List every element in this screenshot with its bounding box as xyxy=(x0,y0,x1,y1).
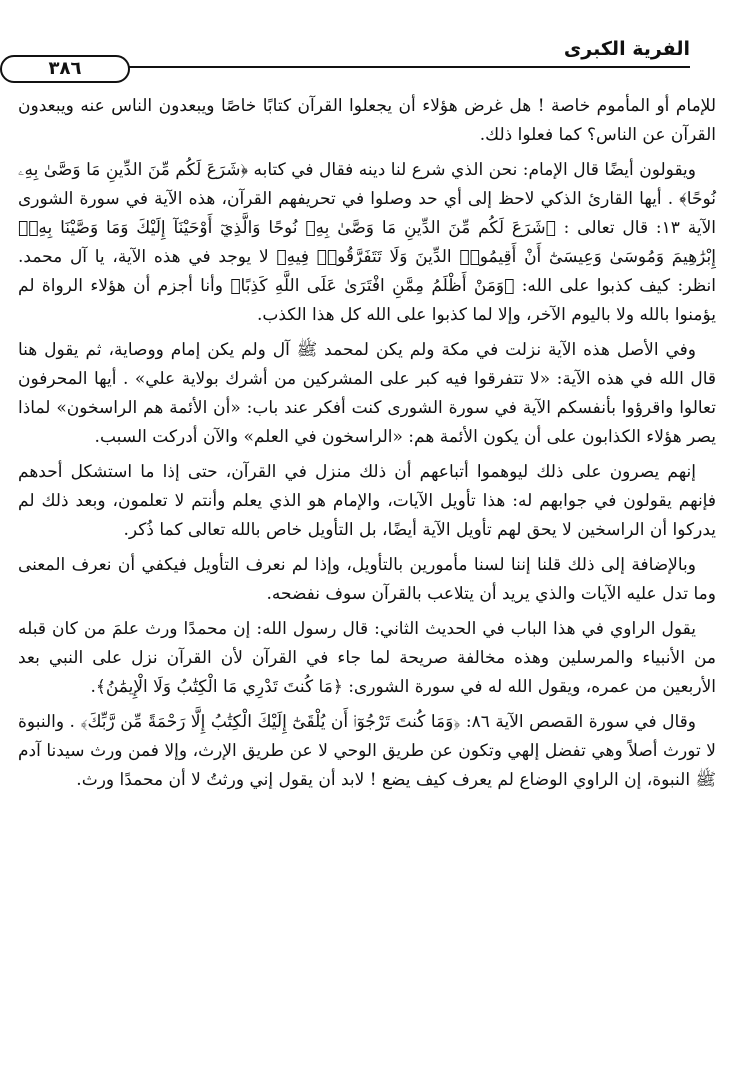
header-rule xyxy=(36,66,690,68)
paragraph-4: إنهم يصرون على ذلك ليوهموا أتباعهم أن ذلك منزل في القرآن، حتى إذا ما استشكل أحدهم فإنهم يقولون في جوابهم له: هذا تأويل الآيات، والإمام هو الذي يعلم وأنتم لا تعلمون، وبعد ذلك لم يدركوا أن الراسخين لا يحق لهم تأويل الآية أيضًا، بل التأويل خاص بالله تعالى كما ذُكر. xyxy=(18,462,716,540)
paragraph-5: وبالإضافة إلى ذلك قلنا إننا لسنا مأمورين بالتأويل، وإذا لم نعرف التأويل فيكفي أن نعرف المعنى وما تدل عليه الآيات والذي يريد أن يتلاعب بالقرآن سوف نفضحه. xyxy=(18,555,716,604)
page-number: ٣٨٦ xyxy=(0,55,130,83)
running-title: الفرية الكبرى xyxy=(563,38,690,60)
page-header xyxy=(18,0,714,79)
paragraph-2: ويقولون أيضًا قال الإمام: نحن الذي شرع لنا دينه فقال في كتابه ﴿شَرَعَ لَكُم مِّنَ الدِّينِ مَا وَصَّىٰ بِهِۦ نُوحًا﴾ . أيها القارئ الذكي لاحظ إلى أي حد وصلوا في تحريفهم القرآن، هذه الآية في سورة الشورى الآية ١٣: قال تعالى : ﴿شَرَعَ لَكُم مِّنَ الدِّينِ مَا وَصَّىٰ بِهِۦ نُوحًا وَالَّذِيٓ أَوْحَيْنَآ إِلَيْكَ وَمَا وَصَّيْنَا بِهِۦٓ إِبْرَٰهِيمَ وَمُوسَىٰ وَعِيسَىٰٓ أَنْ أَقِيمُوا۟ الدِّينَ وَلَا تَتَفَرَّقُوا۟ فِيهِ﴾ لا يوجد في هذه الآية، يا آل محمد. انظر: كيف كذبوا على الله: ﴿وَمَنْ أَظْلَمُ مِمَّنِ افْتَرَىٰ عَلَى اللَّهِ كَذِبًا﴾ وأنا أجزم أن هؤلاء الرواة لم يؤمنوا بالله ولا باليوم الآخر، وإلا لما كذبوا على الله كل هذا الكذب. xyxy=(18,160,716,325)
page-body xyxy=(18,92,716,801)
paragraph-6: يقول الراوي في هذا الباب في الحديث الثاني: قال رسول الله: إن محمدًا ورث علمَ من كان قبله من الأنبياء والمرسلين وهذه مخالفة صريحة لما جاء في القرآن لأن القرآن نزل على النبي بعد الأربعين من عمره، ويقول الله له في سورة الشورى: ﴿مَا كُنتَ تَدْرِي مَا الْكِتَٰبُ وَلَا الْإِيمَٰنُ﴾. xyxy=(18,619,716,697)
paragraph-3: وفي الأصل هذه الآية نزلت في مكة ولم يكن لمحمد ﷺ آل ولم يكن إمام ووصاية، ثم يقول هنا قال الله في هذه الآية: «لا تتفرقوا فيه كبر على المشركين من أشرك بولاية علي» . أيها المحرفون تعالوا واقرؤوا بأنفسكم الآية في سورة الشورى كنت أفكر عند باب: «أن الأئمة هم الراسخون» لماذا يصر هؤلاء الكذابون على أن يكون الأئمة هم: «الراسخون في العلم» والآن أدركت السبب. xyxy=(18,340,716,447)
paragraph-7: وقال في سورة القصص الآية ٨٦: ﴿وَمَا كُنتَ تَرْجُوٓا۟ أَن يُلْقَىٰٓ إِلَيْكَ الْكِتَٰبُ إِلَّا رَحْمَةً مِّن رَّبِّكَ﴾ . والنبوة لا تورث أصلاً وهي تفضل إلهي وتكون عن طريق الوحي لا عن طريق الإرث، وإلا فمن ورث سيدنا آدم ﷺ النبوة، إن الراوي الوضاع لم يعرف كيف يضع ! لابد أن يقول إني ورثتُ لا أن محمدًا ورث. xyxy=(18,712,716,790)
paragraph-1: للإمام أو المأموم خاصة ! هل غرض هؤلاء أن يجعلوا القرآن كتابًا خاصًا ويبعدون الناس عنه ويبعدون القرآن عن الناس؟ كما فعلوا ذلك. xyxy=(18,96,716,145)
